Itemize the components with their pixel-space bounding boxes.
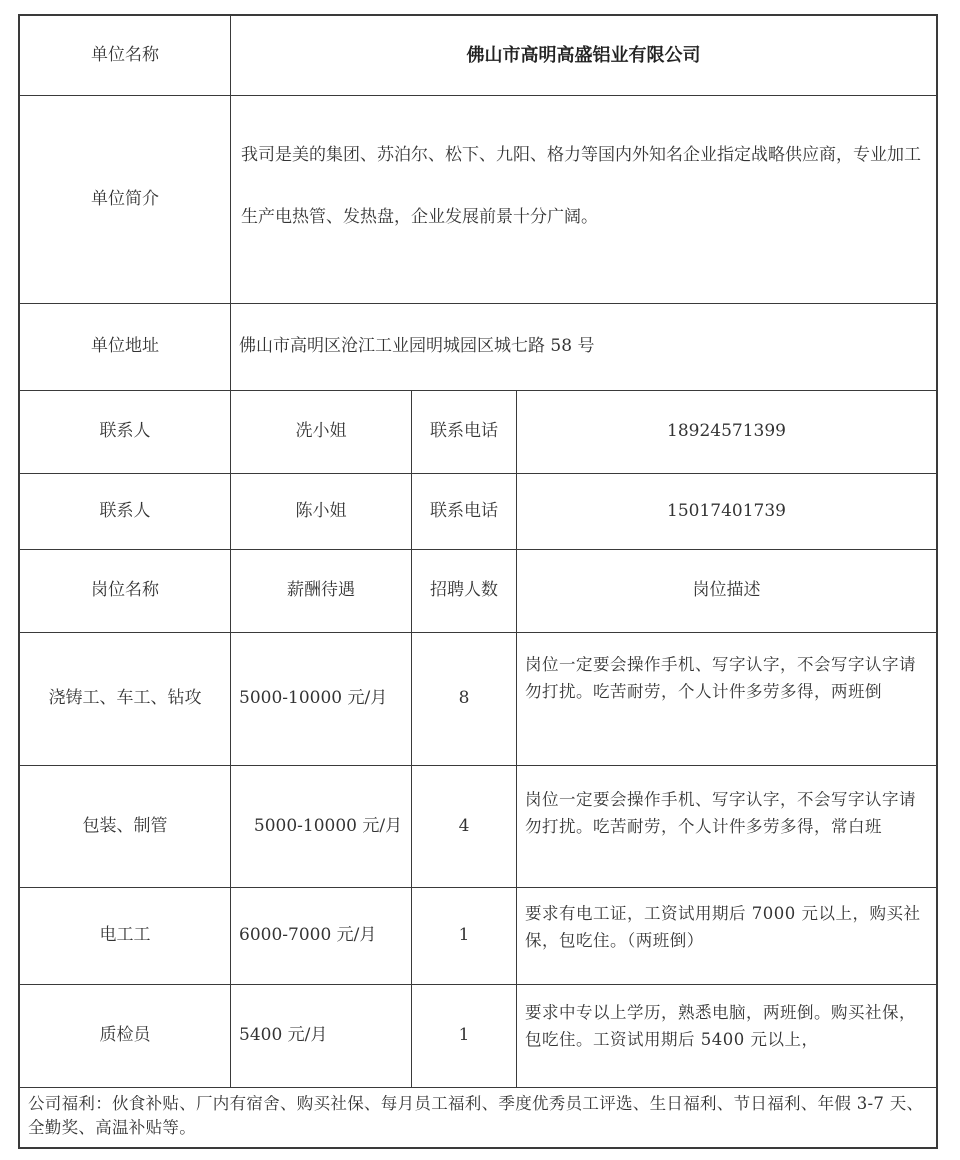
job-row bbox=[20, 985, 936, 1088]
company-address-label: 单位地址 bbox=[20, 304, 231, 390]
job-description: 要求有电工证，工资试用期后 7000 元以上，购买社保，包吃住。（两班倒） bbox=[525, 904, 921, 950]
contact-name: 陈小姐 bbox=[231, 474, 412, 549]
company-intro-label: 单位简介 bbox=[20, 96, 231, 303]
contact-row bbox=[20, 474, 936, 550]
company-welfare: 公司福利：伙食补贴、厂内有宿舍、购买社保、每月员工福利、季度优秀员工评选、生日福利、节日福利、年假 3-7 天、全勤奖、高温补贴等。 bbox=[28, 1094, 924, 1137]
job-headcount: 1 bbox=[412, 888, 517, 984]
contact-phone[interactable]: 18924571399 bbox=[667, 421, 786, 442]
contact-phone-label: 联系电话 bbox=[412, 474, 517, 549]
job-position: 质检员 bbox=[20, 985, 231, 1087]
company-address: 佛山市高明区沧江工业园明城园区城七路 58 号 bbox=[239, 336, 595, 357]
recruitment-table bbox=[18, 14, 938, 1149]
jobs-header-row bbox=[20, 550, 936, 633]
job-row bbox=[20, 633, 936, 766]
job-description: 岗位一定要会操作手机、写字认字，不会写字认字请勿打扰。吃苦耐劳，个人计件多劳多得，常白班 bbox=[525, 790, 916, 836]
contact-row bbox=[20, 391, 936, 474]
company-name-row bbox=[20, 16, 936, 96]
header-description: 岗位描述 bbox=[692, 580, 761, 601]
company-intro-row bbox=[20, 96, 936, 304]
job-description: 要求中专以上学历，熟悉电脑，两班倒。购买社保，包吃住。工资试用期后 5400 元以上， bbox=[525, 1003, 916, 1049]
job-position: 浇铸工、车工、钻攻 bbox=[20, 633, 231, 765]
job-row bbox=[20, 766, 936, 888]
contact-phone[interactable]: 15017401739 bbox=[667, 500, 786, 521]
contact-label: 联系人 bbox=[20, 391, 231, 473]
job-salary: 5000-10000 元/月 bbox=[231, 633, 412, 765]
job-salary: 6000-7000 元/月 bbox=[231, 888, 412, 984]
job-position: 包装、制管 bbox=[20, 766, 231, 887]
job-headcount: 4 bbox=[412, 766, 517, 887]
contact-label: 联系人 bbox=[20, 474, 231, 549]
job-description: 岗位一定要会操作手机、写字认字，不会写字认字请勿打扰。吃苦耐劳，个人计件多劳多得，两班倒 bbox=[525, 655, 916, 701]
contact-phone-label: 联系电话 bbox=[412, 391, 517, 473]
contact-name: 冼小姐 bbox=[231, 391, 412, 473]
job-row bbox=[20, 888, 936, 985]
job-headcount: 1 bbox=[412, 985, 517, 1087]
company-intro: 我司是美的集团、苏泊尔、松下、九阳、格力等国内外知名企业指定战略供应商，专业加工生产电热管、发热盘，企业发展前景十分广阔。 bbox=[241, 145, 921, 227]
job-salary: 5000-10000 元/月 bbox=[231, 766, 412, 887]
company-address-row bbox=[20, 304, 936, 391]
job-headcount: 8 bbox=[412, 633, 517, 765]
header-position: 岗位名称 bbox=[20, 550, 231, 632]
header-headcount: 招聘人数 bbox=[412, 550, 517, 632]
job-position: 电工工 bbox=[20, 888, 231, 984]
job-salary: 5400 元/月 bbox=[231, 985, 412, 1087]
company-name-label: 单位名称 bbox=[20, 16, 231, 95]
header-salary: 薪酬待遇 bbox=[231, 550, 412, 632]
company-name: 佛山市高明高盛铝业有限公司 bbox=[466, 45, 701, 66]
